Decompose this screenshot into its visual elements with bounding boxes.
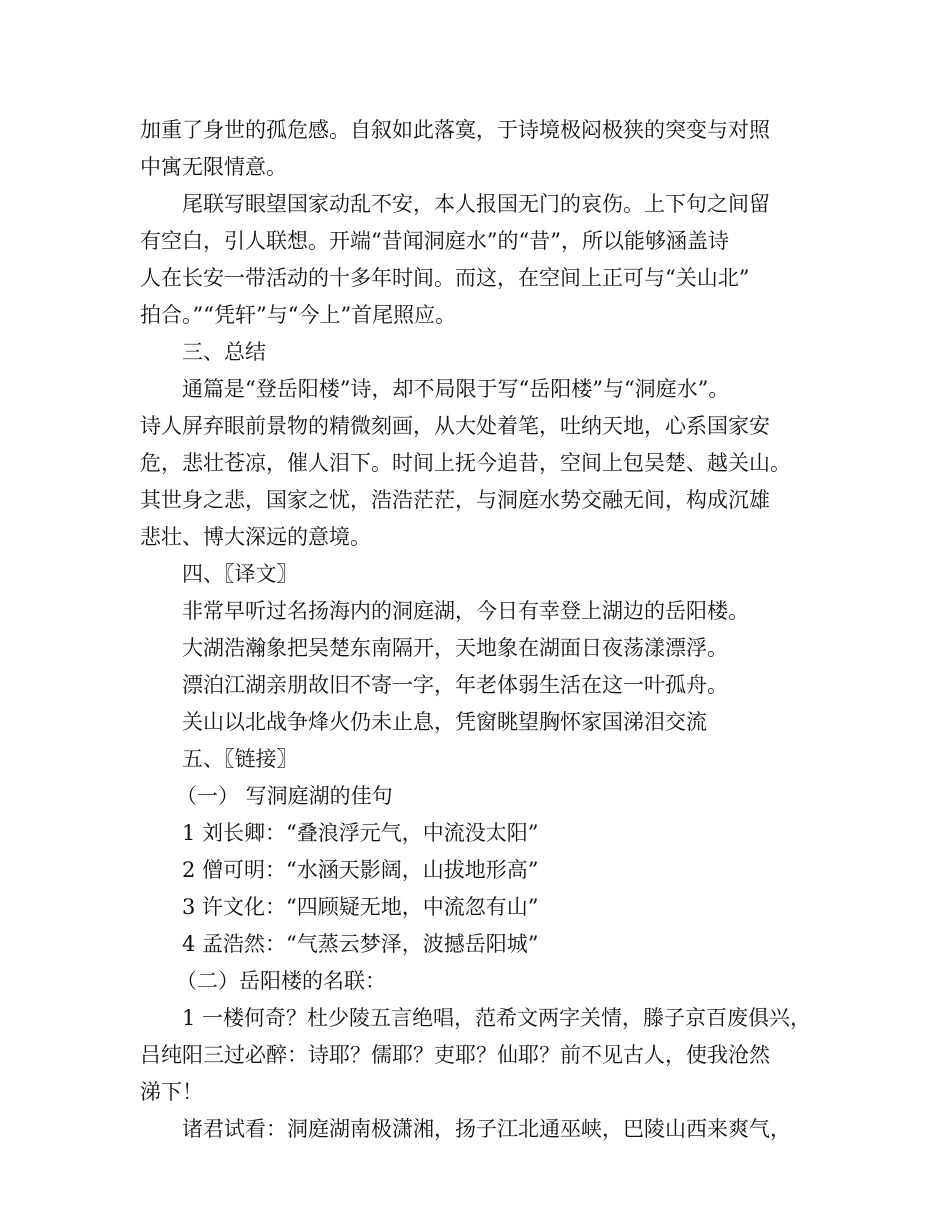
text-line: 2 僧可明：“水涵天影阔，山拔地形高” (182, 858, 539, 882)
text-line: 中寓无限情意。 (140, 155, 287, 179)
text-line: 吕纯阳三过必醉：诗耶？儒耶？吏耶？仙耶？前不见古人，使我沧然 (140, 1043, 770, 1067)
heading-text: （一） 写洞庭湖的佳句 (176, 784, 393, 808)
text-line: 1 一楼何奇？杜少陵五言绝唱，范希文两字关情，滕子京百废俱兴， (182, 1006, 812, 1030)
text-line: 加重了身世的孤危感。自叙如此落寞，于诗境极闷极狭的突变与对照 (140, 118, 770, 142)
heading-text: 三、总结 (182, 340, 266, 364)
text-line: 拍合。”“凭轩”与“今上”首尾照应。 (140, 303, 457, 327)
heading-text: 五、〖链接〗 (182, 747, 298, 771)
text-line: 大湖浩瀚象把吴楚东南隔开，天地象在湖面日夜荡漾漂浮。 (182, 636, 728, 660)
verse-item-2 (140, 852, 830, 889)
verse-item-1 (140, 815, 830, 852)
text-line: 悲壮、博大深远的意境。 (140, 525, 371, 549)
subsection-heading-couplets (140, 963, 830, 1000)
section-heading-translation (140, 556, 830, 593)
document-body (140, 112, 830, 1148)
text-line: 4 孟浩然：“气蒸云梦泽，波撼岳阳城” (182, 932, 539, 956)
couplet-paragraph-1 (140, 1000, 830, 1111)
translation-line-4 (140, 704, 830, 741)
text-line: 非常早听过名扬海内的洞庭湖，今日有幸登上湖边的岳阳楼。 (182, 599, 749, 623)
text-line: 尾联写眼望国家动乱不安，本人报国无门的哀伤。上下句之间留 (182, 192, 770, 216)
verse-item-3 (140, 889, 830, 926)
text-line: 危，悲壮苍凉，催人泪下。时间上抚今追昔，空间上包吴楚、越关山。 (140, 451, 791, 475)
text-line: 3 许文化：“四顾疑无地，中流忽有山” (182, 895, 539, 919)
paragraph-commentary-2 (140, 186, 830, 334)
text-line: 其世身之悲，国家之忧，浩浩茫茫，与洞庭水势交融无间，构成沉雄 (140, 488, 770, 512)
text-line: 漂泊江湖亲朋故旧不寄一字，年老体弱生活在这一叶孤舟。 (182, 673, 728, 697)
paragraph-summary (140, 371, 830, 556)
paragraph-commentary-1 (140, 112, 830, 186)
translation-line-3 (140, 667, 830, 704)
text-line: 有空白，引人联想。开端“昔闻洞庭水”的“昔”，所以能够涵盖诗 (140, 229, 729, 253)
section-heading-links (140, 741, 830, 778)
heading-text: 四、〖译文〗 (182, 562, 298, 586)
subsection-heading-lake-verses (140, 778, 830, 815)
translation-line-2 (140, 630, 830, 667)
text-line: 通篇是“登岳阳楼”诗，却不局限于写“岳阳楼”与“洞庭水”。 (182, 377, 730, 401)
text-line: 人在长安一带活动的十多年时间。而这，在空间上正可与“关山北” (140, 266, 750, 290)
verse-item-4 (140, 926, 830, 963)
section-heading-summary (140, 334, 830, 371)
text-line: 1 刘长卿：“叠浪浮元气，中流没太阳” (182, 821, 539, 845)
text-line: 诸君试看：洞庭湖南极潇湘，扬子江北通巫峡，巴陵山西来爽气， (182, 1117, 791, 1141)
couplet-paragraph-2 (140, 1111, 830, 1148)
text-line: 诗人屏弃眼前景物的精微刻画，从大处着笔，吐纳天地，心系国家安 (140, 414, 770, 438)
text-line: 关山以北战争烽火仍未止息，凭窗眺望胸怀家国涕泪交流 (182, 710, 707, 734)
text-line: 涕下！ (140, 1080, 203, 1104)
heading-text: （二）岳阳楼的名联： (176, 969, 386, 993)
translation-line-1 (140, 593, 830, 630)
